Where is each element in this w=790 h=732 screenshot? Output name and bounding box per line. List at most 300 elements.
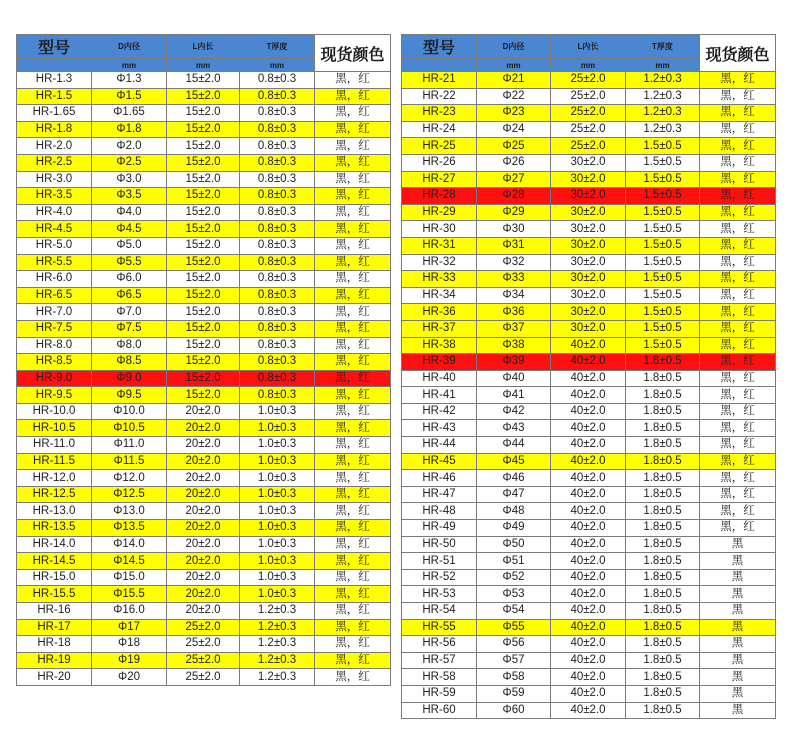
model-cell: HR-33	[402, 271, 477, 288]
color-cell: 黑	[700, 636, 776, 653]
model-cell: HR-29	[402, 204, 477, 221]
diameter-cell: Φ14.5	[92, 553, 167, 570]
diameter-cell: Φ45	[477, 453, 551, 470]
length-cell: 25±2.0	[551, 121, 626, 138]
model-cell: HR-42	[402, 403, 477, 420]
table-row	[17, 536, 391, 553]
color-cell: 黑，红	[315, 619, 391, 636]
unit-cell: mm	[626, 59, 700, 72]
diameter-cell: Φ6.5	[92, 287, 167, 304]
model-cell: HR-39	[402, 354, 477, 371]
model-cell: HR-5.0	[17, 237, 92, 254]
color-cell: 黑	[700, 619, 776, 636]
model-cell: HR-12.5	[17, 486, 92, 503]
model-cell: HR-58	[402, 669, 477, 686]
diameter-cell: Φ36	[477, 304, 551, 321]
color-cell: 黑	[700, 685, 776, 702]
color-cell: 黑，红	[315, 403, 391, 420]
diameter-cell: Φ10.5	[92, 420, 167, 437]
model-cell: HR-17	[17, 619, 92, 636]
diameter-cell: Φ7.5	[92, 320, 167, 337]
thickness-cell: 1.5±0.5	[626, 138, 700, 155]
model-cell: HR-53	[402, 586, 477, 603]
diameter-cell: Φ60	[477, 702, 551, 719]
table-row	[402, 619, 776, 636]
table-row	[17, 603, 391, 620]
table-row	[402, 403, 776, 420]
model-cell: HR-28	[402, 188, 477, 205]
length-cell: 15±2.0	[167, 354, 240, 371]
length-cell: 25±2.0	[551, 105, 626, 122]
table-row	[402, 652, 776, 669]
model-cell: HR-47	[402, 486, 477, 503]
table-row	[402, 354, 776, 371]
length-cell: 15±2.0	[167, 88, 240, 105]
color-cell: 黑，红	[315, 636, 391, 653]
diameter-cell: Φ11.0	[92, 437, 167, 454]
color-cell: 黑，红	[700, 72, 776, 89]
color-cell: 黑，红	[700, 437, 776, 454]
unit-cell: mm	[551, 59, 626, 72]
thickness-cell: 0.8±0.3	[240, 254, 315, 271]
diameter-cell: Φ41	[477, 387, 551, 404]
model-cell: HR-8.5	[17, 354, 92, 371]
diameter-cell: Φ57	[477, 652, 551, 669]
model-cell: HR-41	[402, 387, 477, 404]
thickness-cell: 1.8±0.5	[626, 652, 700, 669]
table-row	[402, 387, 776, 404]
thickness-cell: 0.8±0.3	[240, 370, 315, 387]
color-cell: 黑，红	[315, 503, 391, 520]
diameter-cell: Φ2.0	[92, 138, 167, 155]
thickness-cell: 0.8±0.3	[240, 138, 315, 155]
thickness-cell: 0.8±0.3	[240, 105, 315, 122]
color-cell: 黑，红	[700, 237, 776, 254]
diameter-cell: Φ32	[477, 254, 551, 271]
thickness-cell: 1.8±0.5	[626, 420, 700, 437]
diameter-cell: Φ44	[477, 437, 551, 454]
length-cell: 15±2.0	[167, 171, 240, 188]
model-cell: HR-18	[17, 636, 92, 653]
thickness-cell: 1.5±0.5	[626, 171, 700, 188]
table-row	[17, 237, 391, 254]
model-cell: HR-24	[402, 121, 477, 138]
color-cell: 黑，红	[315, 486, 391, 503]
thickness-cell: 1.8±0.5	[626, 586, 700, 603]
length-cell: 40±2.0	[551, 652, 626, 669]
model-cell: HR-21	[402, 72, 477, 89]
diameter-cell: Φ29	[477, 204, 551, 221]
color-cell: 黑	[700, 553, 776, 570]
thickness-header: T厚度	[240, 35, 315, 59]
length-cell: 20±2.0	[167, 470, 240, 487]
thickness-cell: 0.8±0.3	[240, 88, 315, 105]
table-row	[402, 486, 776, 503]
model-cell: HR-36	[402, 304, 477, 321]
table-row	[17, 437, 391, 454]
diameter-header: D内径	[92, 35, 167, 59]
model-header: 型号	[17, 35, 92, 59]
length-cell: 30±2.0	[551, 271, 626, 288]
thickness-cell: 0.8±0.3	[240, 188, 315, 205]
table-row	[17, 387, 391, 404]
thickness-cell: 1.0±0.3	[240, 486, 315, 503]
thickness-cell: 1.8±0.5	[626, 370, 700, 387]
length-cell: 40±2.0	[551, 470, 626, 487]
color-cell: 黑，红	[700, 138, 776, 155]
table-row	[402, 669, 776, 686]
length-cell: 40±2.0	[551, 370, 626, 387]
diameter-cell: Φ42	[477, 403, 551, 420]
diameter-cell: Φ49	[477, 520, 551, 537]
diameter-cell: Φ34	[477, 287, 551, 304]
model-cell: HR-22	[402, 88, 477, 105]
table-row	[17, 354, 391, 371]
model-cell: HR-7.0	[17, 304, 92, 321]
diameter-cell: Φ4.5	[92, 221, 167, 238]
table-row	[17, 503, 391, 520]
model-cell: HR-57	[402, 652, 477, 669]
table-row	[17, 636, 391, 653]
thickness-cell: 1.0±0.3	[240, 536, 315, 553]
model-header: 型号	[402, 35, 477, 59]
diameter-cell: Φ55	[477, 619, 551, 636]
diameter-cell: Φ3.0	[92, 171, 167, 188]
table-body-right	[402, 72, 776, 719]
thickness-cell: 1.0±0.3	[240, 569, 315, 586]
table-row	[402, 204, 776, 221]
color-cell: 黑，红	[315, 138, 391, 155]
color-cell: 黑，红	[700, 154, 776, 171]
color-cell: 黑，红	[315, 121, 391, 138]
table-row	[17, 586, 391, 603]
diameter-cell: Φ13.0	[92, 503, 167, 520]
table-body-left	[17, 72, 391, 686]
diameter-cell: Φ21	[477, 72, 551, 89]
thickness-cell: 0.8±0.3	[240, 72, 315, 89]
diameter-cell: Φ25	[477, 138, 551, 155]
model-cell: HR-60	[402, 702, 477, 719]
color-cell: 黑，红	[700, 271, 776, 288]
length-cell: 20±2.0	[167, 503, 240, 520]
length-cell: 15±2.0	[167, 370, 240, 387]
model-cell: HR-15.5	[17, 586, 92, 603]
color-header: 现货颜色	[315, 35, 391, 72]
diameter-cell: Φ9.5	[92, 387, 167, 404]
model-cell: HR-43	[402, 420, 477, 437]
model-cell: HR-45	[402, 453, 477, 470]
model-cell: HR-46	[402, 470, 477, 487]
table-row	[402, 437, 776, 454]
color-cell: 黑，红	[315, 287, 391, 304]
length-cell: 30±2.0	[551, 237, 626, 254]
table-row	[402, 221, 776, 238]
color-cell: 黑，红	[700, 221, 776, 238]
model-cell: HR-19	[17, 652, 92, 669]
color-cell: 黑，红	[700, 453, 776, 470]
length-cell: 40±2.0	[551, 354, 626, 371]
diameter-cell: Φ53	[477, 586, 551, 603]
table-row	[17, 287, 391, 304]
table-row	[402, 370, 776, 387]
model-cell: HR-26	[402, 154, 477, 171]
model-cell: HR-49	[402, 520, 477, 537]
thickness-cell: 0.8±0.3	[240, 154, 315, 171]
diameter-cell: Φ15.0	[92, 569, 167, 586]
color-cell: 黑	[700, 569, 776, 586]
color-cell: 黑，红	[315, 188, 391, 205]
diameter-cell: Φ33	[477, 271, 551, 288]
thickness-cell: 1.8±0.5	[626, 387, 700, 404]
length-header: L内长	[551, 35, 626, 59]
color-cell: 黑，红	[700, 520, 776, 537]
diameter-cell: Φ16.0	[92, 603, 167, 620]
length-cell: 40±2.0	[551, 569, 626, 586]
model-cell: HR-55	[402, 619, 477, 636]
color-cell: 黑，红	[700, 304, 776, 321]
diameter-cell: Φ37	[477, 320, 551, 337]
length-cell: 15±2.0	[167, 188, 240, 205]
length-cell: 40±2.0	[551, 387, 626, 404]
thickness-cell: 1.5±0.5	[626, 320, 700, 337]
model-cell: HR-23	[402, 105, 477, 122]
thickness-cell: 1.8±0.5	[626, 470, 700, 487]
model-cell: HR-9.5	[17, 387, 92, 404]
table-row	[402, 237, 776, 254]
model-cell: HR-13.5	[17, 520, 92, 537]
color-cell: 黑，红	[315, 88, 391, 105]
diameter-cell: Φ30	[477, 221, 551, 238]
size-table-right	[401, 34, 776, 719]
length-cell: 30±2.0	[551, 320, 626, 337]
thickness-cell: 0.8±0.3	[240, 304, 315, 321]
thickness-cell: 1.5±0.5	[626, 237, 700, 254]
thickness-cell: 1.5±0.5	[626, 337, 700, 354]
model-cell: HR-32	[402, 254, 477, 271]
color-cell: 黑，红	[315, 171, 391, 188]
color-cell: 黑，红	[315, 320, 391, 337]
model-cell: HR-34	[402, 287, 477, 304]
length-cell: 30±2.0	[551, 204, 626, 221]
table-row	[402, 636, 776, 653]
diameter-cell: Φ9.0	[92, 370, 167, 387]
model-cell: HR-14.5	[17, 553, 92, 570]
color-cell: 黑，红	[315, 271, 391, 288]
thickness-header: T厚度	[626, 35, 700, 59]
model-cell: HR-37	[402, 320, 477, 337]
diameter-cell: Φ40	[477, 370, 551, 387]
diameter-cell: Φ11.5	[92, 453, 167, 470]
table-row	[402, 287, 776, 304]
length-cell: 25±2.0	[167, 652, 240, 669]
thickness-cell: 1.8±0.5	[626, 685, 700, 702]
model-cell: HR-14.0	[17, 536, 92, 553]
thickness-cell: 1.0±0.3	[240, 503, 315, 520]
color-cell: 黑，红	[315, 221, 391, 238]
model-cell: HR-54	[402, 603, 477, 620]
diameter-cell: Φ22	[477, 88, 551, 105]
length-cell: 25±2.0	[551, 88, 626, 105]
model-cell: HR-44	[402, 437, 477, 454]
color-cell: 黑，红	[700, 503, 776, 520]
table-row	[17, 105, 391, 122]
model-cell: HR-4.5	[17, 221, 92, 238]
length-cell: 40±2.0	[551, 403, 626, 420]
table-row	[402, 72, 776, 89]
thickness-cell: 1.5±0.5	[626, 271, 700, 288]
thickness-cell: 1.2±0.3	[626, 72, 700, 89]
table-row	[402, 171, 776, 188]
length-cell: 20±2.0	[167, 453, 240, 470]
unit-cell-empty	[17, 59, 92, 72]
length-cell: 20±2.0	[167, 553, 240, 570]
table-row	[402, 470, 776, 487]
length-cell: 25±2.0	[551, 138, 626, 155]
table-row	[17, 453, 391, 470]
model-cell: HR-1.65	[17, 105, 92, 122]
table-row	[17, 619, 391, 636]
length-cell: 15±2.0	[167, 105, 240, 122]
thickness-cell: 1.8±0.5	[626, 669, 700, 686]
table-row	[402, 105, 776, 122]
color-cell: 黑	[700, 652, 776, 669]
length-cell: 15±2.0	[167, 387, 240, 404]
diameter-cell: Φ2.5	[92, 154, 167, 171]
diameter-cell: Φ1.8	[92, 121, 167, 138]
color-cell: 黑，红	[700, 370, 776, 387]
header-row	[17, 35, 391, 59]
thickness-cell: 0.8±0.3	[240, 121, 315, 138]
table-row	[402, 121, 776, 138]
model-cell: HR-40	[402, 370, 477, 387]
table-row	[17, 154, 391, 171]
diameter-cell: Φ1.65	[92, 105, 167, 122]
color-cell: 黑，红	[700, 287, 776, 304]
header-row	[402, 35, 776, 59]
diameter-cell: Φ19	[92, 652, 167, 669]
color-cell: 黑	[700, 603, 776, 620]
table-row	[17, 486, 391, 503]
thickness-cell: 1.5±0.5	[626, 221, 700, 238]
diameter-cell: Φ13.5	[92, 520, 167, 537]
table-row	[17, 337, 391, 354]
unit-cell: mm	[92, 59, 167, 72]
model-cell: HR-13.0	[17, 503, 92, 520]
thickness-cell: 1.8±0.5	[626, 636, 700, 653]
table-row	[402, 88, 776, 105]
color-cell: 黑，红	[315, 586, 391, 603]
color-cell: 黑，红	[315, 105, 391, 122]
thickness-cell: 1.8±0.5	[626, 536, 700, 553]
color-cell: 黑，红	[315, 387, 391, 404]
table-row	[402, 420, 776, 437]
model-cell: HR-16	[17, 603, 92, 620]
table-row	[402, 569, 776, 586]
model-cell: HR-12.0	[17, 470, 92, 487]
color-cell: 黑，红	[315, 470, 391, 487]
table-row	[17, 520, 391, 537]
diameter-cell: Φ50	[477, 536, 551, 553]
length-cell: 25±2.0	[167, 619, 240, 636]
color-cell: 黑，红	[315, 603, 391, 620]
thickness-cell: 1.8±0.5	[626, 569, 700, 586]
color-cell: 黑	[700, 586, 776, 603]
table-row	[17, 121, 391, 138]
thickness-cell: 1.8±0.5	[626, 553, 700, 570]
thickness-cell: 1.5±0.5	[626, 287, 700, 304]
diameter-cell: Φ3.5	[92, 188, 167, 205]
model-cell: HR-20	[17, 669, 92, 686]
length-cell: 25±2.0	[167, 636, 240, 653]
thickness-cell: 1.2±0.3	[240, 619, 315, 636]
color-cell: 黑，红	[315, 72, 391, 89]
color-cell: 黑，红	[315, 154, 391, 171]
model-cell: HR-1.5	[17, 88, 92, 105]
thickness-cell: 1.5±0.5	[626, 188, 700, 205]
thickness-cell: 1.2±0.3	[240, 636, 315, 653]
table-row	[17, 188, 391, 205]
length-cell: 15±2.0	[167, 72, 240, 89]
thickness-cell: 1.0±0.3	[240, 520, 315, 537]
thickness-cell: 0.8±0.3	[240, 354, 315, 371]
color-cell: 黑，红	[700, 337, 776, 354]
length-cell: 40±2.0	[551, 603, 626, 620]
diameter-cell: Φ47	[477, 486, 551, 503]
table-row	[402, 520, 776, 537]
color-cell: 黑，红	[315, 204, 391, 221]
thickness-cell: 0.8±0.3	[240, 221, 315, 238]
length-cell: 30±2.0	[551, 287, 626, 304]
diameter-cell: Φ8.5	[92, 354, 167, 371]
table-row	[17, 320, 391, 337]
table-row	[402, 453, 776, 470]
color-cell: 黑，红	[315, 453, 391, 470]
color-cell: 黑，红	[700, 204, 776, 221]
thickness-cell: 1.8±0.5	[626, 603, 700, 620]
diameter-cell: Φ24	[477, 121, 551, 138]
length-cell: 20±2.0	[167, 437, 240, 454]
diameter-cell: Φ51	[477, 553, 551, 570]
length-cell: 15±2.0	[167, 304, 240, 321]
diameter-cell: Φ31	[477, 237, 551, 254]
thickness-cell: 1.2±0.3	[240, 603, 315, 620]
table-row	[17, 304, 391, 321]
thickness-cell: 1.0±0.3	[240, 470, 315, 487]
model-cell: HR-3.0	[17, 171, 92, 188]
thickness-cell: 1.0±0.3	[240, 553, 315, 570]
length-cell: 40±2.0	[551, 536, 626, 553]
table-row	[402, 138, 776, 155]
color-cell: 黑，红	[315, 337, 391, 354]
diameter-cell: Φ56	[477, 636, 551, 653]
length-cell: 40±2.0	[551, 553, 626, 570]
diameter-cell: Φ6.0	[92, 271, 167, 288]
color-cell: 黑，红	[700, 486, 776, 503]
table-row	[402, 685, 776, 702]
model-cell: HR-10.5	[17, 420, 92, 437]
thickness-cell: 1.8±0.5	[626, 702, 700, 719]
length-cell: 40±2.0	[551, 669, 626, 686]
model-cell: HR-31	[402, 237, 477, 254]
table-row	[17, 553, 391, 570]
unit-cell: mm	[167, 59, 240, 72]
diameter-cell: Φ15.5	[92, 586, 167, 603]
diameter-cell: Φ5.0	[92, 237, 167, 254]
diameter-cell: Φ54	[477, 603, 551, 620]
color-cell: 黑	[700, 536, 776, 553]
thickness-cell: 0.8±0.3	[240, 287, 315, 304]
length-cell: 15±2.0	[167, 254, 240, 271]
